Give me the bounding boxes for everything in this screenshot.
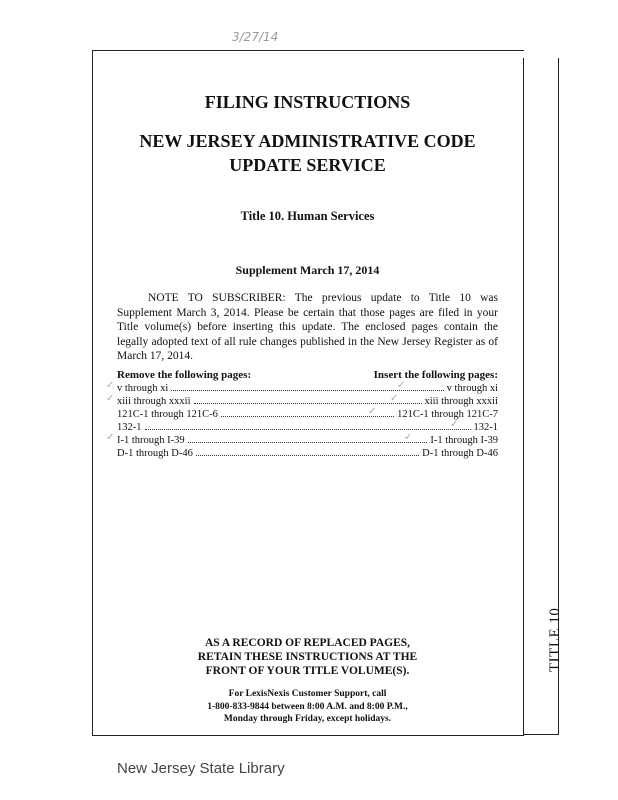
insert-pages: v through xi xyxy=(446,383,498,394)
checkmark-icon: ✓ xyxy=(390,393,399,404)
insert-pages: D-1 through D-46 xyxy=(422,448,498,459)
supplement-date: Supplement March 17, 2014 xyxy=(235,263,380,277)
remove-pages: 121C-1 through 121C-6 xyxy=(117,409,218,420)
remove-pages: 132-1 xyxy=(117,422,142,433)
spine-label: TITLE 10 xyxy=(547,607,563,672)
list-row xyxy=(117,434,498,447)
insert-pages: I-1 through I-39 xyxy=(430,435,498,446)
checkmark-icon: ✓ xyxy=(106,393,115,404)
code-title-line2: UPDATE SERVICE xyxy=(229,155,386,175)
record-line2: RETAIN THESE INSTRUCTIONS AT THE xyxy=(197,651,418,663)
list-row xyxy=(117,395,498,408)
list-row xyxy=(117,421,498,434)
record-line1: AS A RECORD OF REPLACED PAGES, xyxy=(204,637,411,649)
subtitle: Title 10. Human Services xyxy=(240,209,375,223)
code-title xyxy=(92,129,523,177)
dot-leader xyxy=(145,429,471,430)
checkmark-icon: ✓ xyxy=(450,419,459,430)
remove-pages: v through xi xyxy=(117,383,169,394)
support-line1: For LexisNexis Customer Support, call xyxy=(228,689,387,699)
checkmark-icon: ✓ xyxy=(106,432,115,443)
note-to-subscriber: NOTE TO SUBSCRIBER: The previous update to Title 10 was Supplement March 3, 2014. Please be certain that those pages are filed in your Title volume(s) before inserting this update. The enclosed pages contain the legally adopted text of all rule changes published in the New Jersey Register as of March 17, 2014. xyxy=(117,292,498,362)
checkmark-icon: ✓ xyxy=(106,380,115,391)
checkmark-icon: ✓ xyxy=(368,406,377,417)
insert-pages: 132-1 xyxy=(473,422,498,433)
dot-leader xyxy=(196,455,419,456)
dot-leader xyxy=(194,403,422,404)
dot-leader xyxy=(188,442,428,443)
remove-pages: I-1 through I-39 xyxy=(117,435,185,446)
insert-pages: xiii through xxxii xyxy=(424,396,498,407)
support-notice xyxy=(92,688,523,726)
checkmark-icon: ✓ xyxy=(397,380,406,391)
list-header xyxy=(117,369,498,381)
remove-pages: xiii through xxxii xyxy=(117,396,191,407)
handwritten-date: 3/27/14 xyxy=(232,30,279,44)
page-list xyxy=(117,369,498,460)
library-watermark: New Jersey State Library xyxy=(117,760,285,777)
insert-pages: 121C-1 through 121C-7 xyxy=(397,409,498,420)
record-notice xyxy=(92,636,523,678)
list-row xyxy=(117,447,498,460)
support-line3: Monday through Friday, except holidays. xyxy=(223,714,392,724)
insert-header: Insert the following pages: xyxy=(373,369,498,381)
list-row xyxy=(117,382,498,395)
filing-instructions-title: FILING INSTRUCTIONS xyxy=(204,92,411,112)
support-line2: 1-800-833-9844 between 8:00 A.M. and 8:00 P.M., xyxy=(207,701,408,712)
record-line3: FRONT OF YOUR TITLE VOLUME(S). xyxy=(205,665,410,677)
code-title-line1: NEW JERSEY ADMINISTRATIVE CODE xyxy=(139,131,476,151)
list-row xyxy=(117,408,498,421)
remove-header: Remove the following pages: xyxy=(117,369,252,381)
checkmark-icon: ✓ xyxy=(404,432,413,443)
remove-pages: D-1 through D-46 xyxy=(117,448,193,459)
